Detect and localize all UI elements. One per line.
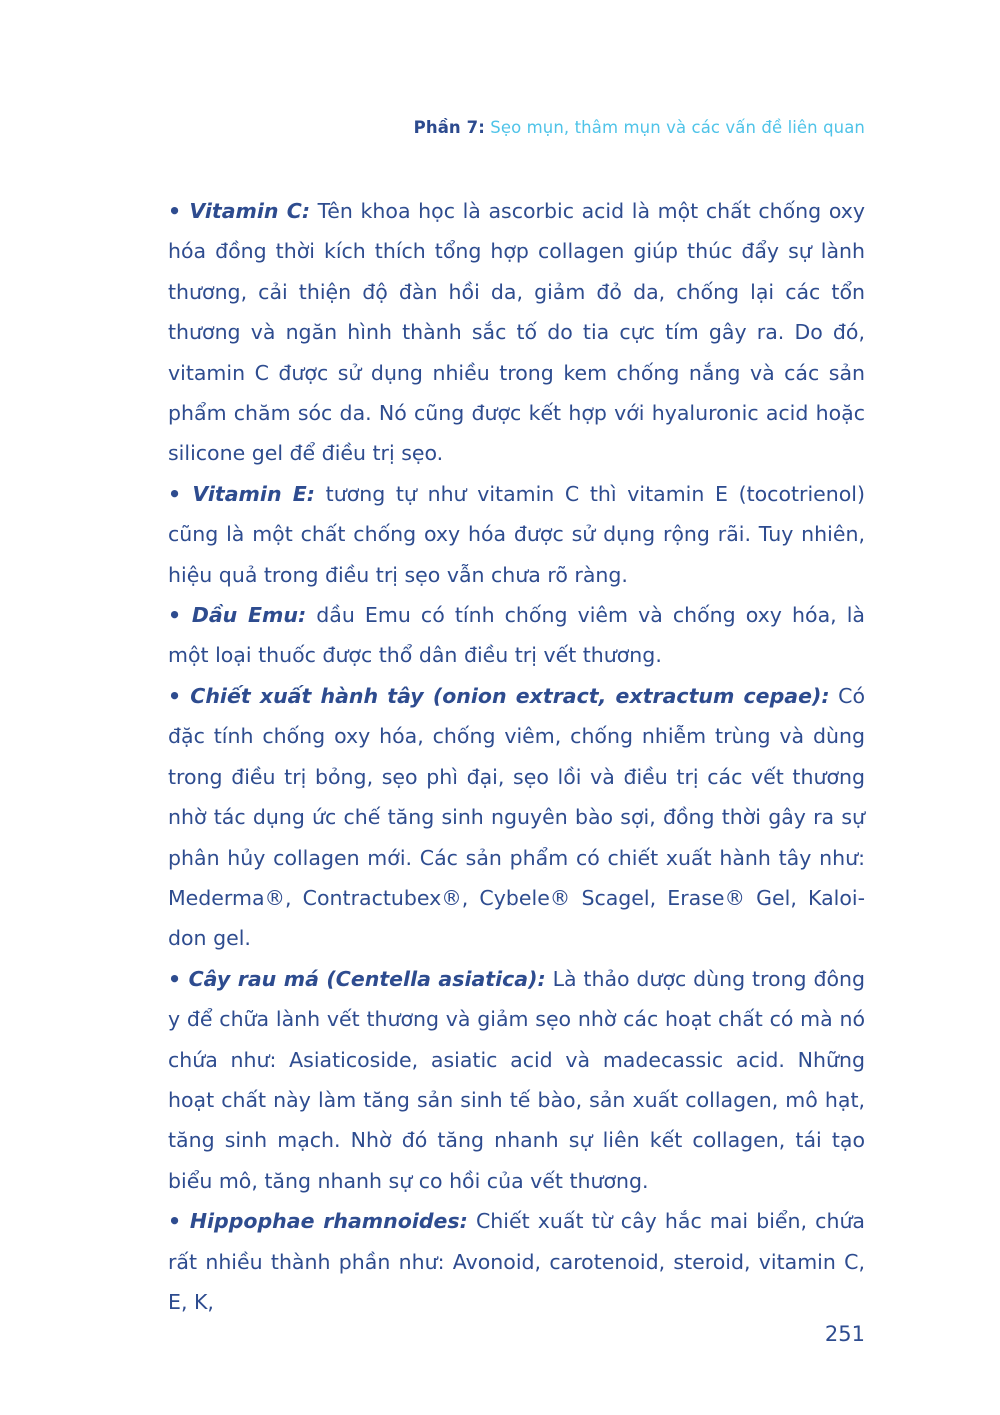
term-label: Vitamin E: [192, 481, 316, 506]
paragraph-text: Tên khoa học là ascorbic acid là một chất chống oxy hóa đồng thời kích thích tổng hợp collagen giúp thúc đẩy sự lành thương, cải thiện độ đàn hồi da, giảm đỏ da, chống lại các tổn thương và ngăn hình thành sắc tố do tia cực tím gây ra. Do đó, vitamin C được sử dụng nhiều trong kem chống nắng và các sản phẩm chăm sóc da. Nó cũng được kết hợp với hyaluronic acid hoặc silicone gel để điều trị sẹo. [168, 199, 865, 466]
bullet-marker: • [168, 966, 182, 991]
paragraph-centella [168, 959, 865, 1201]
bullet-marker: • [168, 603, 182, 628]
paragraph-text: tương tự như vitamin C thì vitamin E (tocotrienol) cũng là một chất chống oxy hóa được sử dụng rộng rãi. Tuy nhiên, hiệu quả trong điều trị sẹo vẫn chưa rõ ràng. [168, 481, 865, 587]
paragraph-onion-extract [168, 676, 865, 959]
term-label: Chiết xuất hành tây (onion extract, extractum cepae): [190, 683, 830, 708]
bullet-term [168, 482, 315, 506]
paragraph-text: Có đặc tính chống oxy hóa, chống viêm, chống nhiễm trùng và dùng trong điều trị bỏng, sẹo phì đại, sẹo lồi và điều trị các vết thương nhờ tác dụng ức chế tăng sinh nguyên bào sợi, đồng thời gây ra sự phân hủy collagen mới. Các sản phẩm có chiết xuất hành tây như: Mederma®, Contractubex®, Cybele® Scagel, Erase® Gel, Kaloi-don gel. [168, 683, 865, 951]
bullet-marker: • [168, 1209, 182, 1234]
paragraph-vitamin-e [168, 474, 865, 595]
bullet-term [168, 603, 306, 627]
term-label: Cây rau má (Centella asiatica): [188, 966, 546, 991]
paragraph-text: Là thảo dược dùng trong đông y để chữa lành vết thương và giảm sẹo nhờ các hoạt chất có mà nó chứa như: Asiaticoside, asiatic acid và madecassic acid. Những hoạt chất này làm tăng sản sinh tế bào, sản xuất collagen, mô hạt, tăng sinh mạch. Nhờ đó tăng nhanh sự liên kết collagen, tái tạo biểu mô, tăng nhanh sự co hồi của vết thương. [168, 966, 865, 1193]
chapter-label: Phần 7: [413, 118, 485, 137]
bullet-term [168, 967, 546, 991]
bullet-term [168, 1209, 468, 1233]
page-number: 251 [824, 1322, 865, 1346]
running-header [414, 118, 865, 137]
bullet-marker: • [168, 683, 182, 708]
term-label: Vitamin C: [189, 199, 311, 223]
bullet-term [168, 199, 310, 223]
term-label: Hippophae rhamnoides: [189, 1209, 468, 1234]
paragraph-text: dầu Emu có tính chống viêm và chống oxy hóa, là một loại thuốc được thổ dân điều trị vết thương. [168, 603, 865, 668]
bullet-marker: • [168, 481, 182, 506]
body-text [168, 191, 865, 1322]
paragraph-text: Chiết xuất từ cây hắc mai biển, chứa rất nhiều thành phần như: Avonoid, carotenoid, steroid, vitamin C, E, K, [168, 1209, 865, 1314]
term-label: Dầu Emu: [191, 603, 307, 628]
bullet-marker: • [168, 199, 182, 223]
paragraph-vitamin-c [168, 191, 865, 474]
paragraph-hippophae [168, 1201, 865, 1322]
bullet-term [168, 684, 830, 708]
chapter-title: Sẹo mụn, thâm mụn và các vấn đề liên quan [490, 118, 865, 137]
paragraph-emu-oil [168, 595, 865, 676]
